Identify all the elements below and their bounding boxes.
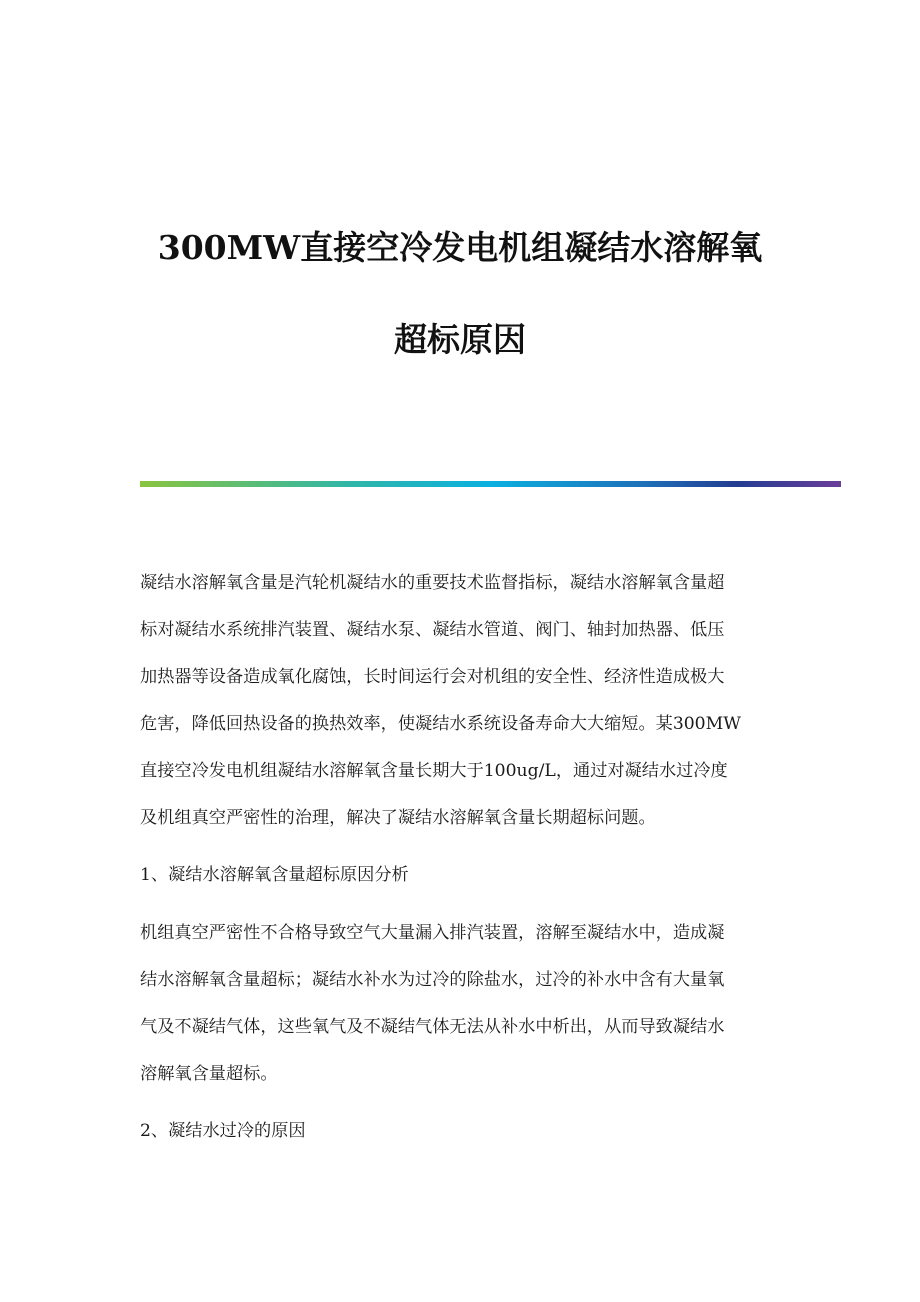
paragraph-2-line: 溶解氧含量超标。	[140, 1064, 278, 1084]
section-heading-1: 1、凝结水溶解氧含量超标原因分析	[140, 865, 409, 885]
paragraph-1-line: 加热器等设备造成氧化腐蚀，长时间运行会对机组的安全性、经济性造成极大	[140, 667, 725, 687]
paragraph-1-line: 标对凝结水系统排汽装置、凝结水泵、凝结水管道、阀门、轴封加热器、低压	[140, 620, 725, 640]
paragraph-2-line: 结水溶解氧含量超标；凝结水补水为过冷的除盐水，过冷的补水中含有大量氧	[140, 970, 725, 990]
paragraph-1-line: 危害，降低回热设备的换热效率，使凝结水系统设备寿命大大缩短。某300MW	[140, 714, 741, 734]
paragraph-1-line: 直接空冷发电机组凝结水溶解氧含量长期大于100ug/L，通过对凝结水过冷度	[140, 761, 728, 781]
paragraph-2-line: 机组真空严密性不合格导致空气大量漏入排汽装置，溶解至凝结水中，造成凝	[140, 923, 725, 943]
paragraph-1-line: 及机组真空严密性的治理，解决了凝结水溶解氧含量长期超标问题。	[140, 808, 656, 828]
title-divider-rule	[140, 481, 841, 487]
paragraph-2-line: 气及不凝结气体，这些氧气及不凝结气体无法从补水中析出，从而导致凝结水	[140, 1017, 725, 1037]
document-title-line-1: 300MW直接空冷发电机组凝结水溶解氧	[157, 228, 763, 267]
paragraph-1-line: 凝结水溶解氧含量是汽轮机凝结水的重要技术监督指标，凝结水溶解氧含量超	[140, 573, 725, 593]
section-heading-2: 2、凝结水过冷的原因	[140, 1121, 306, 1141]
document-title-line-2: 超标原因	[394, 320, 526, 359]
